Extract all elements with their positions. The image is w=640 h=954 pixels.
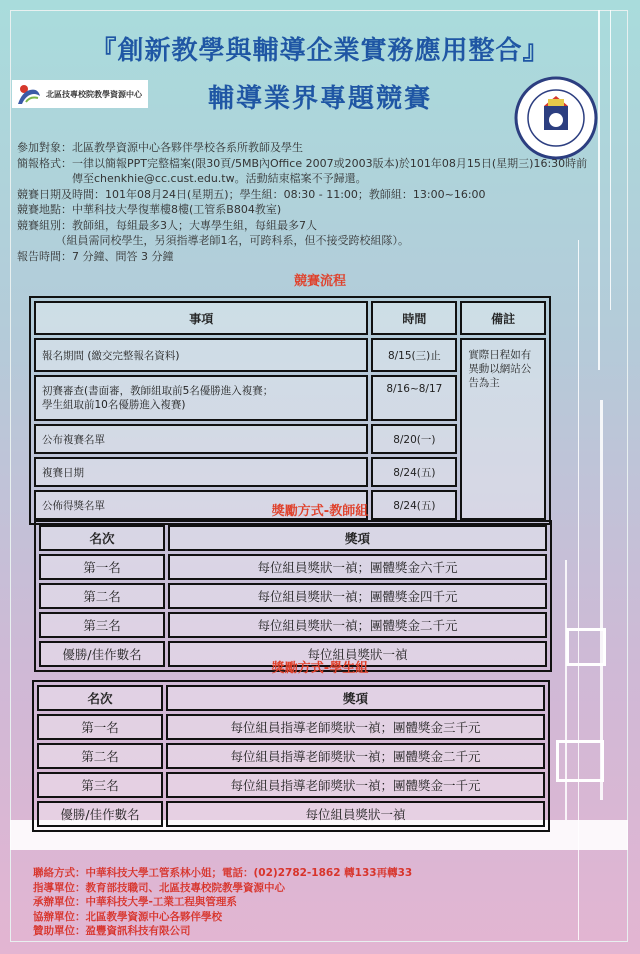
teacher-header-rank: 名次 <box>39 525 165 551</box>
student-prize: 每位組員指導老師獎狀一禎；團體獎金三千元 <box>166 714 545 740</box>
table-row <box>39 554 547 580</box>
teacher-rank: 第二名 <box>39 583 165 609</box>
page-title: 『創新教學與輔導企業實務應用整合』 <box>90 36 550 66</box>
teacher-prize: 每位組員獎狀一禎；團體獎金二千元 <box>168 612 547 638</box>
teacher-awards-title: 獎勵方式-教師組 <box>271 504 369 519</box>
event-info <box>17 140 637 264</box>
footer-line: 協辦單位：北區教學資源中心各夥伴學校 <box>33 910 222 923</box>
student-rank: 第一名 <box>37 714 163 740</box>
flow-time: 8/24(五) <box>371 490 457 520</box>
student-prize: 每位組員獎狀一禎 <box>166 801 545 827</box>
teacher-rank: 優勝/佳作數名 <box>39 641 165 667</box>
resource-center-name: 北區技專校院教學資源中心 <box>46 89 142 99</box>
teacher-prize: 每位組員獎狀一禎；團體獎金四千元 <box>168 583 547 609</box>
flow-time: 8/20(一) <box>371 424 457 454</box>
flow-header-note: 備註 <box>460 301 546 335</box>
info-line: 競賽地點：中華科技大學復華樓8樓(工管系B804教室) <box>17 203 282 216</box>
flow-item: 初賽審查(書面審，教師組取前5名優勝進入複賽； 學生組取前10名優勝進入複賽) <box>34 375 368 421</box>
flow-note: 實際日程如有異動以網站公告為主 <box>460 338 546 520</box>
table-row <box>37 772 545 798</box>
student-prize: 每位組員指導老師獎狀一禎；團體獎金二千元 <box>166 743 545 769</box>
resource-center-logo <box>12 80 148 108</box>
student-awards-table <box>32 680 550 832</box>
footer-line: 聯絡方式：中華科技大學工管系林小姐；電話：(02)2782-1862 轉133再轉33 <box>33 867 413 879</box>
flow-header-item: 事項 <box>34 301 368 335</box>
flow-section-title: 競賽流程 <box>293 274 346 289</box>
footer-line: 贊助單位：盈豐資訊科技有限公司 <box>33 925 191 937</box>
info-line: 參加對象：北區教學資源中心各夥伴學校各系所教師及學生 <box>17 141 303 154</box>
info-line: 簡報格式：一律以簡報PPT完整檔案(限30頁/5MB內Office 2007或2003版本)於101年08月15日(星期三)16:30時前 <box>17 156 588 170</box>
decor-square <box>556 740 604 782</box>
flow-item: 公布複賽名單 <box>34 424 368 454</box>
flow-header-time: 時間 <box>371 301 457 335</box>
student-awards-title: 獎勵方式-學生組 <box>271 661 369 676</box>
flow-item: 公佈得獎名單 <box>34 490 368 520</box>
student-rank: 第二名 <box>37 743 163 769</box>
info-line: 競賽組別：教師組，每組最多3人；大專學生組，每組最多7人 <box>17 218 317 232</box>
info-line: 競賽日期及時間：101年08月24日(星期五)；學生組：08:30 - 11:00；教師組：13:00~16:00 <box>17 187 486 201</box>
table-row <box>37 743 545 769</box>
teacher-rank: 第三名 <box>39 612 165 638</box>
table-row <box>37 714 545 740</box>
footer-line: 指導單位：教育部技職司、北區技專校院教學資源中心 <box>33 881 285 894</box>
table-row <box>37 801 545 827</box>
flow-time: 8/15(三)止 <box>371 338 457 372</box>
table-row <box>34 338 546 372</box>
flow-item: 複賽日期 <box>34 457 368 487</box>
teacher-prize: 每位組員獎狀一禎；團體獎金六千元 <box>168 554 547 580</box>
organizer-info <box>33 866 412 939</box>
footer-line: 承辦單位：中華科技大學-工業工程與管理系 <box>33 896 237 908</box>
flow-item: 報名期間 (繳交完整報名資料) <box>34 338 368 372</box>
teacher-awards-table <box>34 520 552 672</box>
flow-time: 8/24(五) <box>371 457 457 487</box>
teacher-rank: 第一名 <box>39 554 165 580</box>
student-prize: 每位組員指導老師獎狀一禎；團體獎金一千元 <box>166 772 545 798</box>
student-header-rank: 名次 <box>37 685 163 711</box>
teacher-prize: 每位組員獎狀一禎 <box>168 641 547 667</box>
teacher-header-prize: 獎項 <box>168 525 547 551</box>
info-line: （組員需同校學生，另須指導老師1名，可跨科系，但不接受跨校組隊）。 <box>17 234 409 247</box>
flow-time: 8/16~8/17 <box>371 375 457 421</box>
info-line: 傳至chenkhie@cc.cust.edu.tw。活動結束檔案不予歸還。 <box>17 172 367 185</box>
resource-center-mark-icon <box>16 82 42 106</box>
competition-flow-table <box>29 296 551 525</box>
table-row <box>39 583 547 609</box>
student-rank: 第三名 <box>37 772 163 798</box>
page-subtitle: 輔導業界專題競賽 <box>207 84 432 114</box>
student-rank: 優勝/佳作數名 <box>37 801 163 827</box>
info-line: 報告時間：7 分鐘、問答 3 分鐘 <box>17 249 174 263</box>
student-header-prize: 獎項 <box>166 685 545 711</box>
table-row <box>39 612 547 638</box>
